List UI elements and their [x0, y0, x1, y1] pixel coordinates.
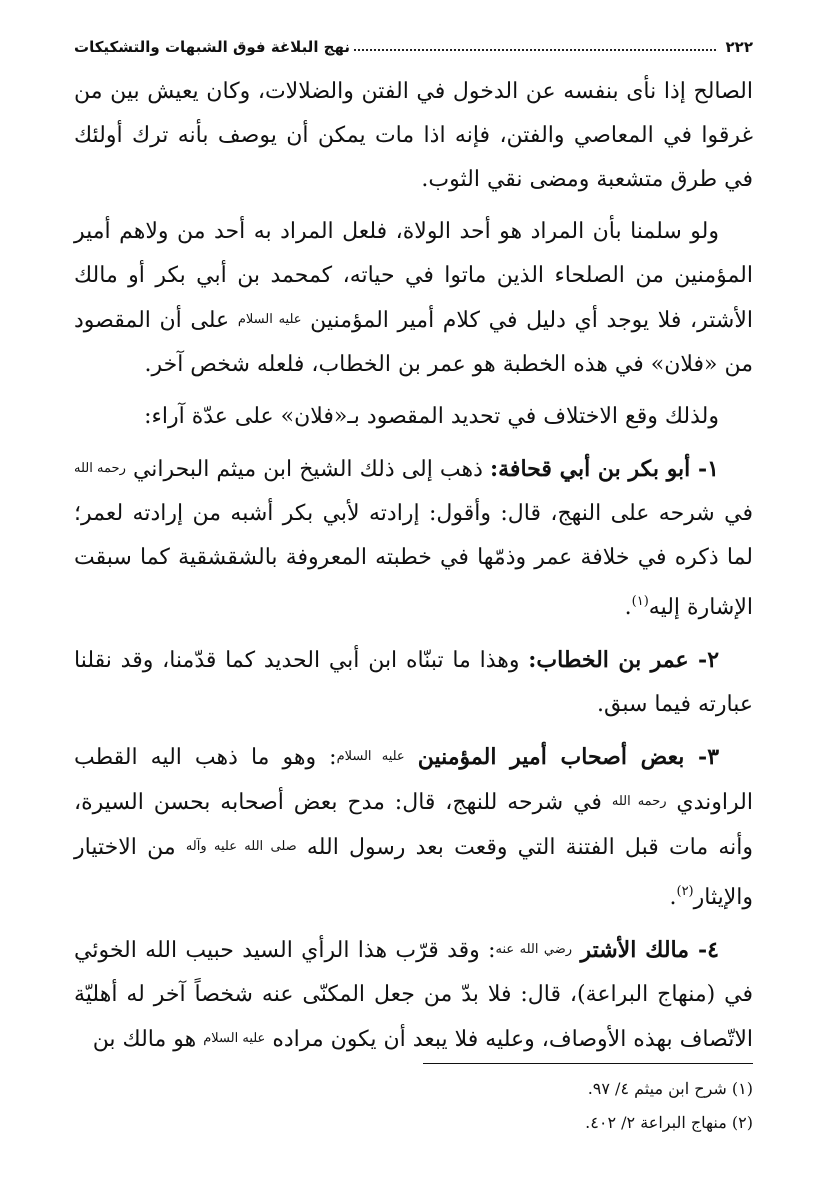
footnotes: [73, 1072, 753, 1140]
footnote-2: (٢) منهاج البراعة ٢/ ٤٠٢.: [585, 1113, 753, 1132]
paragraph-1: [74, 70, 753, 202]
paragraph-7: [74, 928, 753, 1062]
paragraph-text: من الاختيار والإيثار: [74, 835, 753, 910]
paragraph-text: : وقد قرّب هذا الرأي السيد حبيب الله الخوئي في (منهاج البراعة)، قال: فلا بدّ من جعل المكنّى عنه شخصاً آخر له أهليّة الاتّصاف بهذه الأوصاف، وعليه فلا يبعد أن يكون مراده: [74, 938, 753, 1052]
paragraph-4: [74, 447, 753, 630]
paragraph-text: على أن المقصود من «فلان» في هذه الخطبة هو عمر بن الخطاب، فلعله شخص آخر.: [74, 308, 753, 377]
honorific-mark: صلى الله عليه وآله: [185, 839, 297, 854]
honorific-mark: رحمه الله: [74, 461, 126, 476]
paragraph-text: : وهو ما ذهب اليه القطب الراوندي: [74, 745, 753, 815]
header-dot-leader: [354, 49, 716, 51]
honorific-mark: عليه السلام: [203, 1031, 266, 1046]
list-heading: ٣- بعض أصحاب أمير المؤمنين: [417, 744, 720, 770]
honorific-mark: عليه السلام: [336, 749, 405, 764]
paragraph-5: [74, 638, 753, 727]
body-text: [74, 70, 753, 1062]
paragraph-text: في شرحه على النهج، قال: وأقول: إرادته لأبي بكر أشبه من إرادته لعمر؛ لما ذكره في خلافة عمر وذمّها في خطبته المعروفة بالشقشقية كما سبقت الإشارة إليه: [74, 501, 753, 620]
paragraph-text: هو مالك بن: [92, 1027, 197, 1052]
paragraph-text: وهذا ما تبنّاه ابن أبي الحديد كما قدّمنا، وقد نقلنا عبارته فيما سبق.: [74, 648, 753, 717]
paragraph-text: ذهب إلى ذلك الشيخ ابن ميثم البحراني: [132, 457, 483, 482]
paragraph-3: [74, 395, 753, 439]
list-heading: ٢- عمر بن الخطاب:: [528, 647, 720, 673]
footnote-ref[interactable]: (١): [631, 594, 649, 609]
paragraph-text: ولو سلمنا بأن المراد هو أحد الولاة، فلعل المراد به أحد من ولاهم أمير المؤمنين من الصلحاء الذين ماتوا في حياته، كمحمد بن أبي بكر أو مالك الأشتر، فلا يوجد أي دليل في كلام أمير المؤمنين: [74, 219, 754, 333]
list-heading: ٤- مالك الأشتر: [580, 937, 719, 963]
paragraph-text: ولذلك وقع الاختلاف في تحديد المقصود بـ«فلان» على عدّة آراء:: [144, 404, 719, 429]
footnote-separator: [423, 1063, 753, 1064]
paragraph-text: في شرحه للنهج، قال: مدح بعض أصحابه بحسن السيرة، وأنه مات قبل الفتنة التي وقعت بعد رسول الله: [74, 790, 754, 860]
list-heading: ١- أبو بكر بن أبي قحافة:: [490, 456, 719, 482]
paragraph-text: الصالح إذا نأى بنفسه عن الدخول في الفتن والضلالات، وكان يعيش بين من غرقوا في المعاصي والفتن، فإنه اذا مات يمكن أن يوصف بأنه ترك أولئك في طرق متشعبة ومضى نقي الثوب.: [74, 79, 753, 192]
honorific-mark: رضي الله عنه: [495, 942, 573, 957]
running-title: نهج البلاغة فوق الشبهات والتشكيكات: [74, 38, 351, 56]
sentence-end: .: [624, 595, 632, 620]
running-header: [74, 30, 753, 56]
honorific-mark: رحمه الله: [611, 794, 667, 809]
honorific-mark: عليه السلام: [237, 312, 302, 327]
footnote-ref[interactable]: (٢): [676, 884, 694, 899]
paragraph-2: [74, 210, 753, 387]
paragraph-6: [74, 735, 753, 920]
sentence-end: .: [669, 885, 677, 910]
page-number: ٢٢٢: [725, 38, 753, 56]
footnote-1: (١) شرح ابن ميثم ٤/ ٩٧.: [587, 1079, 753, 1098]
